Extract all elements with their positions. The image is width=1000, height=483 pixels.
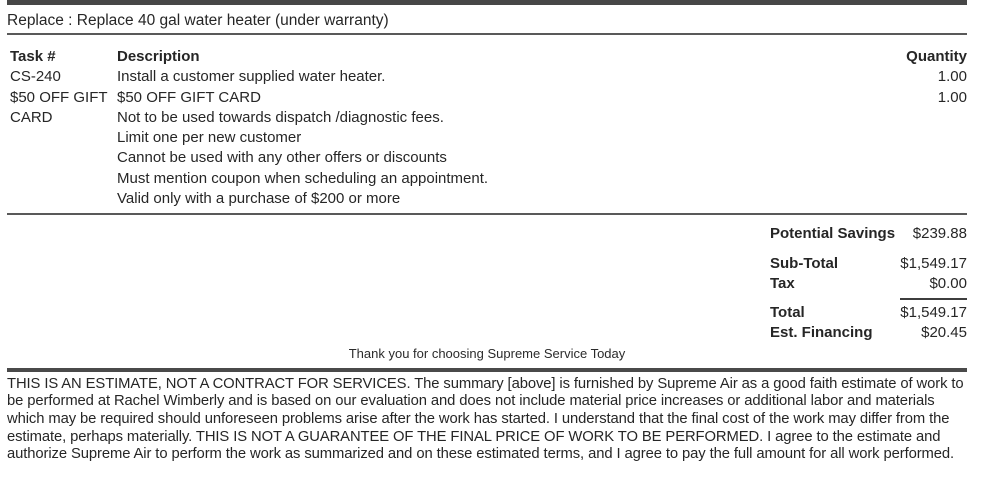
disclaimer-text: THIS IS AN ESTIMATE, NOT A CONTRACT FOR SERVICES. The summary [above] is furnished by Supreme Air as a good faith estimate of work to be performed at Rachel Wimberly and is based on our evaluation and does not include material price increases or additional labor and materials which may be required should unforeseen problems arise after the work has started. I understand that the final cost of the work may differ from the estimate, perhaps materially. THIS IS NOT A GUARANTEE OF THE FINAL PRICE OF WORK TO BE PERFORMED. I agree to the estimate and authorize Supreme Air to perform the work as summarized and on these estimated terms, and I agree to pay the full amount for all work performed. [7, 375, 964, 463]
totals-section [770, 224, 967, 344]
est-financing-label: Est. Financing [770, 324, 873, 342]
est-financing-row [770, 323, 967, 344]
item-description: Install a customer supplied water heater. [117, 68, 386, 86]
title-divider [7, 33, 967, 35]
description-line: Must mention coupon when scheduling an appointment. [117, 169, 489, 187]
line-items-table [7, 47, 967, 209]
task-number: $50 OFF GIFT CARD [10, 88, 108, 126]
item-quantity: 1.00 [937, 88, 967, 106]
total-divider [900, 298, 967, 300]
task-number: CS-240 [10, 68, 61, 86]
description-line: Cannot be used with any other offers or discounts [117, 149, 447, 167]
description-line: $50 OFF GIFT CARD [117, 88, 261, 106]
potential-savings-label: Potential Savings [770, 225, 896, 243]
tax-row [770, 274, 967, 295]
column-header-description: Description [117, 48, 200, 65]
item-quantity: 1.00 [937, 68, 967, 86]
job-title: Replace : Replace 40 gal water heater (under warranty) [7, 12, 389, 29]
column-header-task: Task # [10, 48, 56, 65]
sub-total-value: $1,549.17 [900, 254, 967, 272]
top-divider-bar [7, 0, 967, 5]
description-line: Not to be used towards dispatch /diagnostic fees. [117, 108, 444, 126]
tax-value: $0.00 [929, 275, 967, 293]
table-bottom-divider [7, 213, 967, 215]
sub-total-label: Sub-Total [770, 254, 839, 272]
thank-you-message: Thank you for choosing Supreme Service Today [348, 345, 626, 361]
description-line: Limit one per new customer [117, 129, 302, 147]
total-row [770, 303, 967, 324]
tax-label: Tax [770, 275, 795, 293]
item-description [117, 88, 837, 210]
footer-divider-bar [7, 368, 967, 372]
est-financing-value: $20.45 [921, 324, 967, 342]
description-line: Valid only with a purchase of $200 or more [117, 190, 401, 208]
total-label: Total [770, 303, 805, 321]
column-header-quantity: Quantity [906, 48, 967, 65]
potential-savings-row [770, 224, 967, 245]
potential-savings-value: $239.88 [912, 225, 967, 243]
total-value: $1,549.17 [900, 303, 967, 321]
sub-total-row [770, 254, 967, 275]
